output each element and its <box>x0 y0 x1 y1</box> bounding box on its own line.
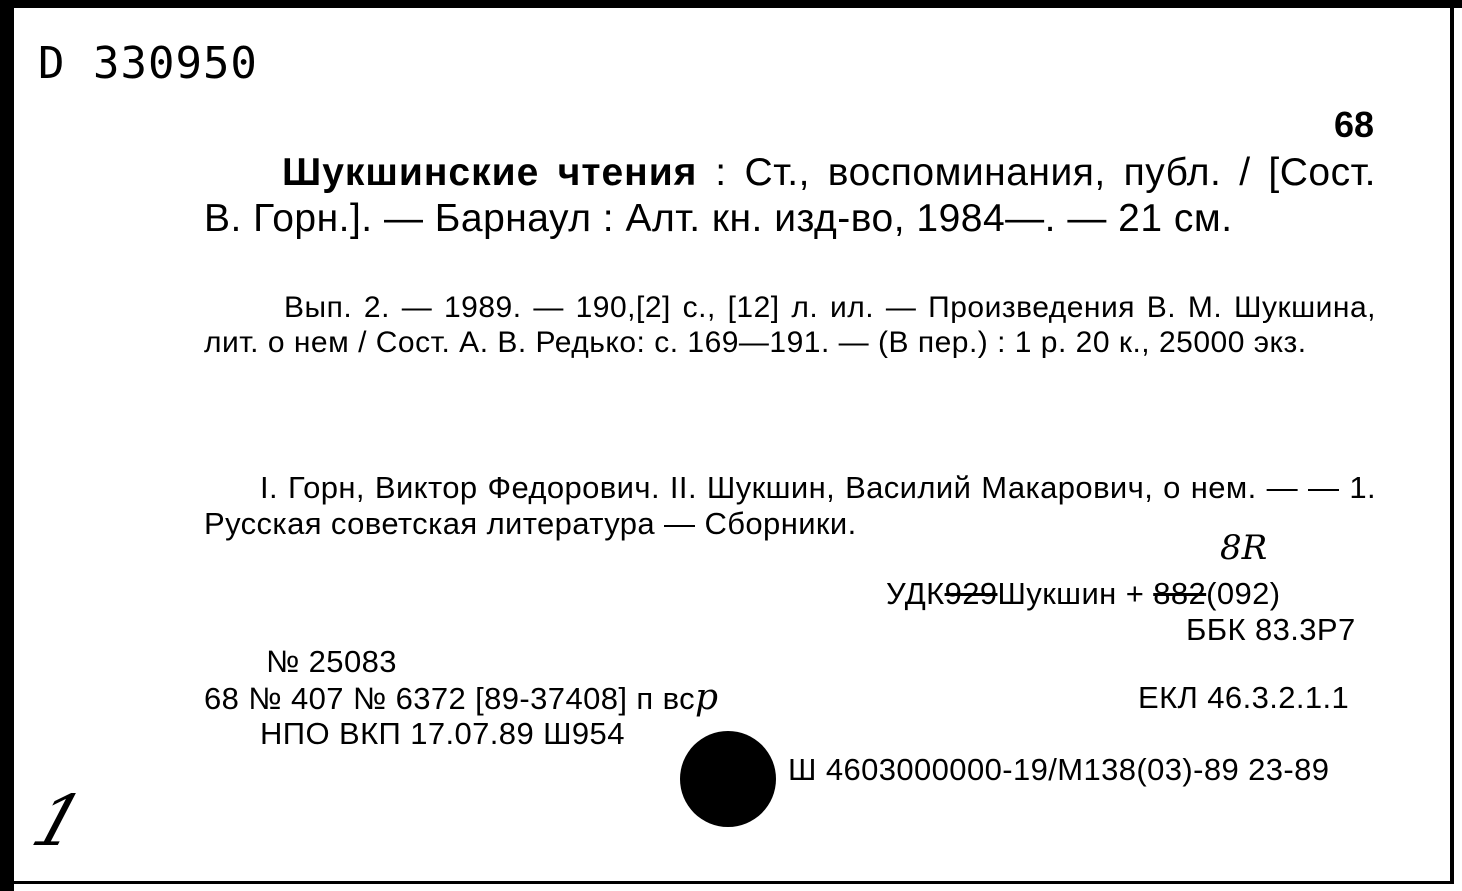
order-text: 68 № 407 № 6372 [89-37408] п вс <box>204 681 696 716</box>
title-rest: : Ст., воспоминания, публ. / [Сост. В. Горн.]. — Барнаул : Алт. кн. изд-во, 1984—. — 21 см. <box>204 151 1376 240</box>
udk-struck-2: 882 <box>1153 576 1207 611</box>
udk-prefix: УДК <box>886 576 945 611</box>
udk-line <box>886 576 1281 612</box>
npo-line: НПО ВКП 17.07.89 Ш954 <box>260 716 625 751</box>
bbk: ББК 83.3Р7 <box>1186 612 1356 647</box>
handwritten-id: D 330950 <box>38 38 258 89</box>
udk-middle: Шукшин + <box>997 576 1154 611</box>
isbn-line: Ш 4603000000-19/М138(03)-89 23-89 <box>788 752 1330 787</box>
card-border-top <box>0 0 1462 8</box>
ekl: ЕКЛ 46.3.2.1.1 <box>1138 680 1350 715</box>
udk-suffix: (092) <box>1206 576 1281 611</box>
handwritten-mark: р <box>695 677 719 718</box>
order-line <box>204 677 719 718</box>
title-block <box>204 150 1376 242</box>
punch-hole <box>680 731 776 827</box>
tracings: I. Горн, Виктор Федорович. II. Шукшин, Василий Макарович, о нем. — — 1. Русская советская литература — Сборники. <box>204 470 1376 541</box>
title-bold: Шукшинские чтения <box>282 151 698 194</box>
handwritten-note: 8R <box>1220 528 1268 568</box>
udk-struck-1: 929 <box>944 576 998 611</box>
card-border-left <box>0 0 14 891</box>
class-number: 68 <box>1334 104 1375 145</box>
corner-mark: 1 <box>22 780 94 862</box>
volume-note: Вып. 2. — 1989. — 190,[2] с., [12] л. ил. — Произведения В. М. Шукшина, лит. о нем / Сост. А. В. Редько: с. 169—191. — (В пер.) : 1 р. 20 к., 25000 экз. <box>204 291 1376 359</box>
number-line: № 25083 <box>266 644 397 679</box>
